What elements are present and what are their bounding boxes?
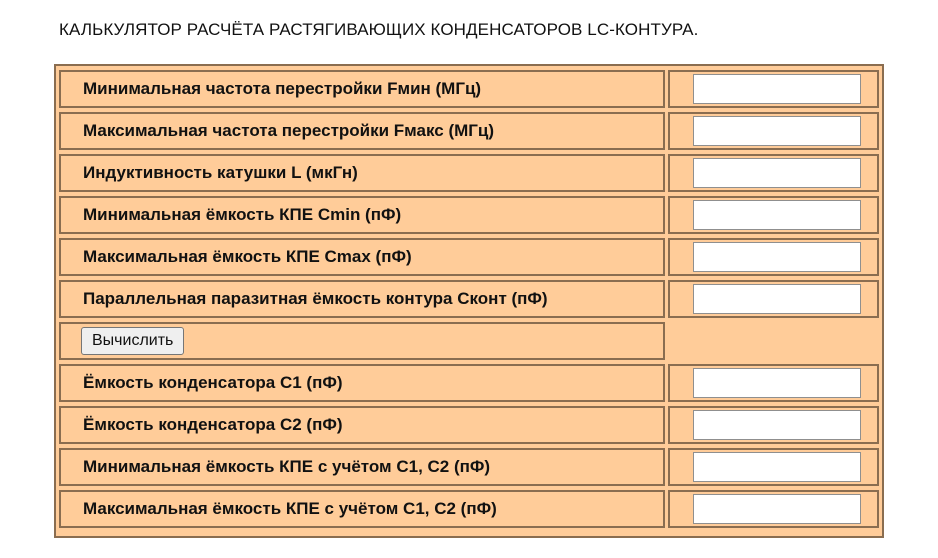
fmin-input[interactable] — [693, 74, 861, 104]
parasitic-capacitance-input[interactable] — [693, 284, 861, 314]
fmin-cell — [668, 70, 879, 108]
cmin-input[interactable] — [693, 200, 861, 230]
c2-label: Ёмкость конденсатора С2 (пФ) — [59, 406, 665, 444]
inductance-input[interactable] — [693, 158, 861, 188]
fmin-label: Минимальная частота перестройки Fмин (МГц) — [59, 70, 665, 108]
parasitic-capacitance-label: Параллельная паразитная ёмкость контура Сконт (пФ) — [59, 280, 665, 318]
adjusted-cmin-cell — [668, 448, 879, 486]
inductance-label: Индуктивность катушки L (мкГн) — [59, 154, 665, 192]
parasitic-capacitance-cell — [668, 280, 879, 318]
fmax-input[interactable] — [693, 116, 861, 146]
c1-cell — [668, 364, 879, 402]
fmax-cell — [668, 112, 879, 150]
c1-output[interactable] — [693, 368, 861, 398]
fmax-label: Максимальная частота перестройки Fмакс (МГц) — [59, 112, 665, 150]
adjusted-cmin-output[interactable] — [693, 452, 861, 482]
cmax-input[interactable] — [693, 242, 861, 272]
cmax-cell — [668, 238, 879, 276]
calculator-table — [54, 64, 884, 538]
cmin-cell — [668, 196, 879, 234]
cmax-label: Максимальная ёмкость КПЕ Cmax (пФ) — [59, 238, 665, 276]
c2-cell — [668, 406, 879, 444]
c2-output[interactable] — [693, 410, 861, 440]
c1-label: Ёмкость конденсатора С1 (пФ) — [59, 364, 665, 402]
cmin-label: Минимальная ёмкость КПЕ Cmin (пФ) — [59, 196, 665, 234]
inductance-cell — [668, 154, 879, 192]
adjusted-cmax-output[interactable] — [693, 494, 861, 524]
calculate-button-cell — [59, 322, 665, 360]
adjusted-cmax-cell — [668, 490, 879, 528]
adjusted-cmax-label: Максимальная ёмкость КПЕ с учётом С1, С2 (пФ) — [59, 490, 665, 528]
page-title: КАЛЬКУЛЯТОР РАСЧЁТА РАСТЯГИВАЮЩИХ КОНДЕНСАТОРОВ LC-КОНТУРА. — [59, 20, 699, 39]
adjusted-cmin-label: Минимальная ёмкость КПЕ с учётом С1, С2 (пФ) — [59, 448, 665, 486]
empty-cell — [668, 322, 879, 360]
calculate-button[interactable]: Вычислить — [81, 327, 184, 355]
